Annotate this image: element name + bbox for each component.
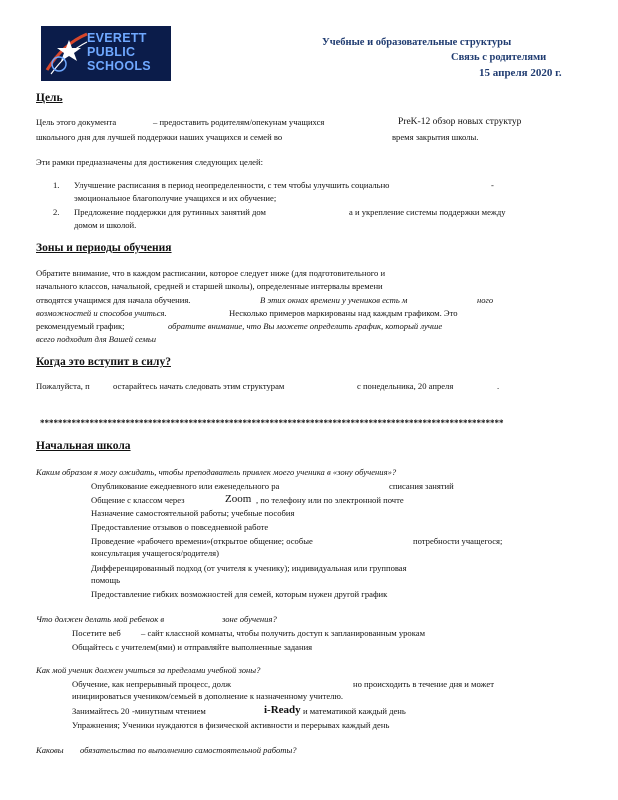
goal-line-1b: – предоставить родителям/опекунам учащихся (153, 117, 325, 127)
star-swoosh-icon (41, 26, 91, 81)
section-heading-zones: Зоны и периоды обучения (36, 242, 172, 254)
q1-item-2a: Общение с классом через (91, 495, 185, 505)
question-4b: обязательства по выполнению самостоятельной работы? (80, 745, 297, 755)
q1-item-2c: , по телефону или по электронной почте (256, 495, 404, 505)
zones-line-3c: ного (477, 295, 494, 305)
section-heading-start: Когда это вступит в силу? (36, 356, 171, 368)
q3-item-2c: i-Ready (264, 704, 301, 716)
q3-item-1-line-2: инициироваться учеником/семьей в дополнение к назначенному учителю. (72, 691, 344, 701)
logo-line-2: PUBLIC (87, 45, 136, 59)
start-line-c: с понедельника, 20 апреля (357, 381, 454, 391)
goal-line-2b: время закрытия школы. (392, 132, 479, 142)
goal-line-2a: школьного дня для лучшей поддержки наших учащихся и семей во (36, 132, 283, 142)
q3-item-1b: но происходить в течение дня и может (353, 679, 494, 689)
q1-item-6-line-2: помощь (91, 575, 121, 585)
document-title: Учебные и образовательные структуры (322, 37, 512, 48)
zones-line-4b: Несколько примеров маркированы над каждым графиком. Это (229, 308, 458, 318)
q2-item-1a: Посетите веб (72, 628, 121, 638)
q1-item-2b: Zoom (225, 493, 252, 505)
zones-line-1: Обратите внимание, что в каждом расписании, которое следует ниже (для подготовительного и (36, 268, 386, 278)
start-line-d: . (497, 381, 500, 391)
zones-line-2: начального классов, начальной, средней и старшей школы), определенные интервалы времени (36, 281, 383, 291)
q2-item-2: Общайтесь с учителем(ями) и отправляйте выполненные задания (72, 642, 313, 652)
question-4a: Каковы (36, 745, 64, 755)
goal-item-2-line-1a: Предложение поддержки для рутинных занятий дом (74, 207, 266, 217)
document-subtitle: Связь с родителями (451, 52, 547, 63)
start-line-b: остарайтесь начать следовать этим структурам (113, 381, 285, 391)
zones-line-3b: В этих окнах времени у учеников есть м (260, 295, 408, 305)
goal-item-1-line-1b: - (491, 180, 494, 190)
question-2b: зоне обучения? (222, 614, 277, 624)
q1-item-1a: Опубликование ежедневного или еженедельного ра (91, 481, 280, 491)
q3-item-3: Упражнения; Ученики нуждаются в физической активности и перерывах каждый день (72, 720, 390, 730)
question-3: Как мой ученик должен учиться за пределами учебной зоны? (36, 665, 261, 675)
goal-item-1-line-1a: Улучшение расписания в период неопределенности, с тем чтобы улучшить социально (74, 180, 390, 190)
q3-item-2a: Занимайтесь 20 (72, 706, 130, 716)
zones-line-5a: рекомендуемый график; (36, 321, 125, 331)
q3-item-2d: и математикой каждый день (303, 706, 406, 716)
logo-line-1: EVERETT (87, 31, 147, 45)
goal-intro: Эти рамки предназначены для достижения следующих целей: (36, 157, 263, 167)
goal-item-1-number: 1. (53, 180, 60, 190)
q1-item-5a: Проведение «рабочего времени»(открытое общение; особые (91, 536, 313, 546)
goal-item-2-number: 2. (53, 207, 60, 217)
zones-line-3a: отводятся учащимся для начала обучения. (36, 295, 191, 305)
logo-line-3: SCHOOLS (87, 59, 151, 73)
q2-item-1b: – сайт классной комнаты, чтобы получить доступ к запланированным урокам (141, 628, 426, 638)
q1-item-3: Назначение самостоятельной работы; учебные пособия (91, 508, 295, 518)
goal-item-1-line-2: эмоциональное благополучие учащихся и их обучение; (74, 193, 277, 203)
question-1: Каким образом я могу ожидать, чтобы преподаватель привлек моего ученика в «зону обучения»? (36, 467, 397, 477)
zones-line-4a: возможностей и способов учиться. (36, 308, 167, 318)
everett-public-schools-logo (41, 26, 171, 81)
q1-item-4: Предоставление отзывов о повседневной работе (91, 522, 269, 532)
zones-line-5b: обратите внимание, что Вы можете определить график, который лучше (168, 321, 443, 331)
goal-item-2-line-2: домом и школой. (74, 220, 137, 230)
q1-item-5b: потребности учащегося; (413, 536, 503, 546)
q1-item-5-line-2: консультация учащегося/родителя) (91, 548, 219, 558)
q1-item-1b: списания занятий (389, 481, 454, 491)
section-heading-elementary: Начальная школа (36, 440, 131, 452)
q3-item-2b: -минутным чтением (132, 706, 206, 716)
goal-line-1c: PreK-12 обзор новых структур (398, 117, 522, 127)
question-2a: Что должен делать мой ребенок в (36, 614, 165, 624)
q3-item-1a: Обучение, как непрерывный процесс, долж (72, 679, 232, 689)
zones-line-6: всего подходит для Вашей семьи (36, 334, 157, 344)
q1-item-7: Предоставление гибких возможностей для семей, которым нужен другой график (91, 589, 388, 599)
goal-line-1a: Цель этого документа (36, 117, 117, 127)
start-line-a: Пожалуйста, п (36, 381, 90, 391)
q1-item-6a: Дифференцированный подход (от учителя к ученику); индивидуальная или групповая (91, 563, 407, 573)
section-heading-goal: Цель (36, 92, 63, 104)
document-date: 15 апреля 2020 г. (479, 67, 562, 79)
goal-item-2-line-1b: а и укрепление системы поддержки между (349, 207, 506, 217)
asterisk-divider: ******************************************************************************************************* (40, 418, 504, 428)
